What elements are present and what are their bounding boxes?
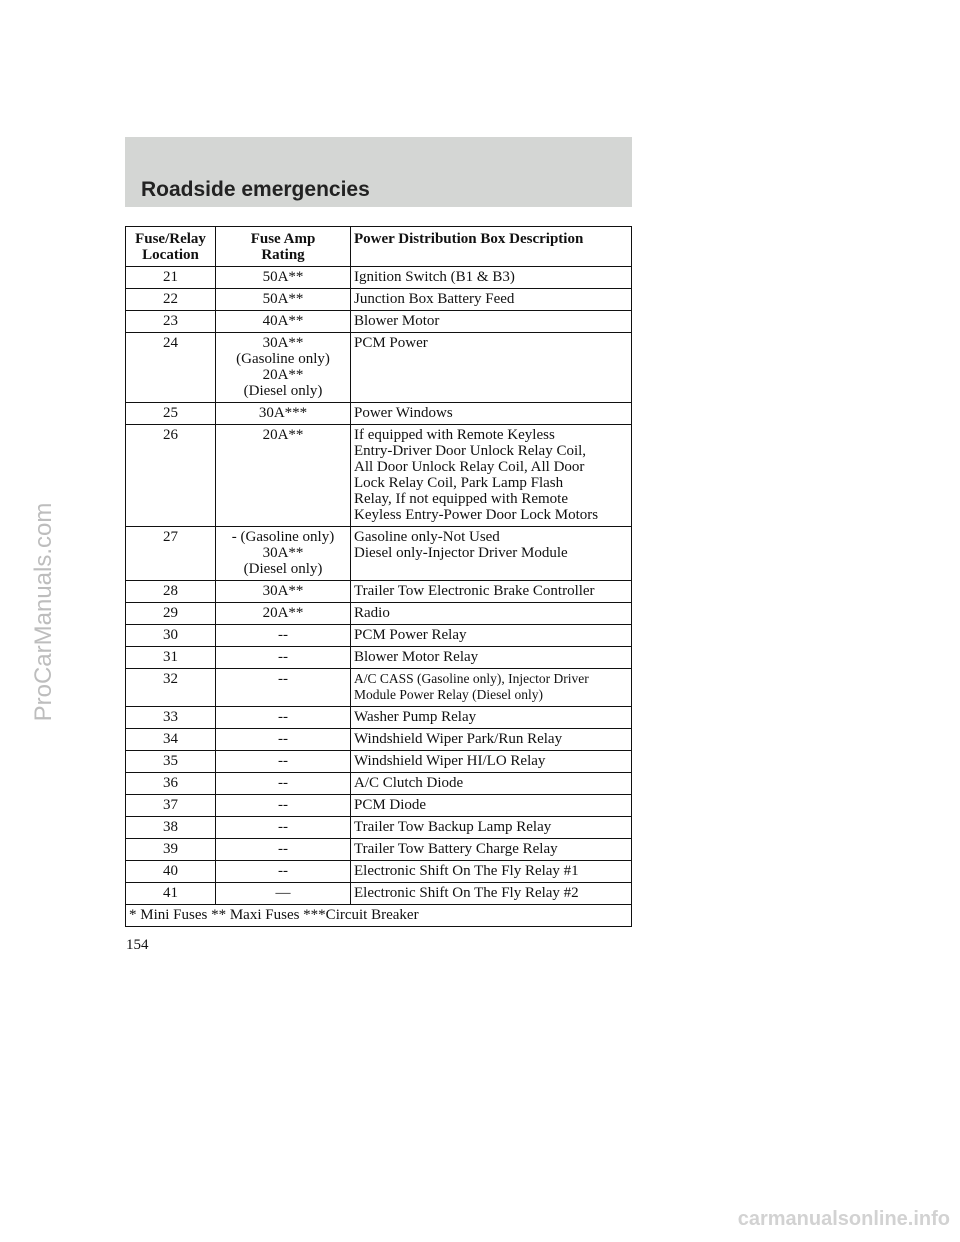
- cell-location: 31: [126, 647, 216, 669]
- cell-description: Blower Motor: [351, 311, 632, 333]
- cell-location: 37: [126, 795, 216, 817]
- table-row: [126, 311, 632, 333]
- cell-location: 21: [126, 267, 216, 289]
- cell-description: If equipped with Remote Keyless Entry-Driver Door Unlock Relay Coil, All Door Unlock Relay Coil, All Door Lock Relay Coil, Park Lamp Flash Relay, If not equipped with Remote Keyless Entry-Power Door Lock Motors: [351, 425, 632, 527]
- cell-location: 35: [126, 751, 216, 773]
- cell-description: Trailer Tow Battery Charge Relay: [351, 839, 632, 861]
- cell-description: PCM Power Relay: [351, 625, 632, 647]
- cell-rating: --: [216, 707, 351, 729]
- table-row: [126, 403, 632, 425]
- page-number: 154: [126, 937, 149, 953]
- table-row: [126, 839, 632, 861]
- cell-rating: 50A**: [216, 267, 351, 289]
- table-row: [126, 581, 632, 603]
- cell-rating: 50A**: [216, 289, 351, 311]
- cell-rating: --: [216, 795, 351, 817]
- cell-description: A/C Clutch Diode: [351, 773, 632, 795]
- cell-rating: 30A**: [216, 581, 351, 603]
- table-body: [126, 267, 632, 905]
- cell-location: 29: [126, 603, 216, 625]
- cell-rating: --: [216, 751, 351, 773]
- cell-location: 22: [126, 289, 216, 311]
- table-row: [126, 729, 632, 751]
- cell-rating: --: [216, 773, 351, 795]
- cell-rating: --: [216, 625, 351, 647]
- table-row: [126, 883, 632, 905]
- cell-location: 28: [126, 581, 216, 603]
- cell-location: 38: [126, 817, 216, 839]
- cell-description: Electronic Shift On The Fly Relay #1: [351, 861, 632, 883]
- cell-description: PCM Diode: [351, 795, 632, 817]
- cell-description: Blower Motor Relay: [351, 647, 632, 669]
- cell-description: Windshield Wiper HI/LO Relay: [351, 751, 632, 773]
- bottom-watermark: carmanualsonline.info: [737, 1208, 950, 1230]
- cell-rating: 20A**: [216, 425, 351, 527]
- table-row: [126, 289, 632, 311]
- cell-location: 24: [126, 333, 216, 403]
- cell-location: 41: [126, 883, 216, 905]
- table-row: [126, 333, 632, 403]
- cell-location: 30: [126, 625, 216, 647]
- cell-rating: 40A**: [216, 311, 351, 333]
- cell-location: 27: [126, 527, 216, 581]
- table-row: [126, 669, 632, 707]
- table-row: [126, 751, 632, 773]
- section-header-band: [125, 137, 632, 207]
- cell-location: 26: [126, 425, 216, 527]
- cell-rating: --: [216, 647, 351, 669]
- cell-rating: 20A**: [216, 603, 351, 625]
- table-row: [126, 625, 632, 647]
- table-row: [126, 425, 632, 527]
- cell-description: Washer Pump Relay: [351, 707, 632, 729]
- cell-description: Trailer Tow Backup Lamp Relay: [351, 817, 632, 839]
- table-row: [126, 861, 632, 883]
- cell-description: Trailer Tow Electronic Brake Controller: [351, 581, 632, 603]
- cell-description: PCM Power: [351, 333, 632, 403]
- header-rating: Fuse Amp Rating: [216, 227, 351, 267]
- cell-description: Gasoline only-Not Used Diesel only-Injector Driver Module: [351, 527, 632, 581]
- cell-location: 34: [126, 729, 216, 751]
- cell-description: Radio: [351, 603, 632, 625]
- footnote: * Mini Fuses ** Maxi Fuses ***Circuit Breaker: [126, 905, 632, 927]
- cell-location: 23: [126, 311, 216, 333]
- cell-location: 32: [126, 669, 216, 707]
- cell-description: Electronic Shift On The Fly Relay #2: [351, 883, 632, 905]
- cell-rating: --: [216, 729, 351, 751]
- cell-description: Ignition Switch (B1 & B3): [351, 267, 632, 289]
- fuse-table: [125, 226, 632, 927]
- cell-rating: 30A** (Gasoline only) 20A** (Diesel only): [216, 333, 351, 403]
- cell-rating: --: [216, 669, 351, 707]
- table-row: [126, 267, 632, 289]
- cell-rating: --: [216, 817, 351, 839]
- section-title: Roadside emergencies: [141, 178, 370, 201]
- cell-location: 40: [126, 861, 216, 883]
- table-row: [126, 603, 632, 625]
- table-row: [126, 817, 632, 839]
- cell-rating: - (Gasoline only) 30A** (Diesel only): [216, 527, 351, 581]
- table-row: [126, 773, 632, 795]
- table-row: [126, 527, 632, 581]
- header-description: Power Distribution Box Description: [351, 227, 632, 267]
- cell-location: 33: [126, 707, 216, 729]
- table-row: [126, 707, 632, 729]
- cell-location: 39: [126, 839, 216, 861]
- cell-description: A/C CASS (Gasoline only), Injector Driver Module Power Relay (Diesel only): [351, 669, 632, 707]
- cell-rating: 30A***: [216, 403, 351, 425]
- cell-location: 25: [126, 403, 216, 425]
- cell-description: Windshield Wiper Park/Run Relay: [351, 729, 632, 751]
- cell-rating: --: [216, 861, 351, 883]
- table-row: [126, 647, 632, 669]
- table-row: [126, 795, 632, 817]
- footnote-row: [126, 905, 632, 927]
- side-watermark: ProCarManuals.com: [30, 502, 57, 722]
- cell-description: Power Windows: [351, 403, 632, 425]
- cell-location: 36: [126, 773, 216, 795]
- header-location: Fuse/Relay Location: [126, 227, 216, 267]
- table-header-row: [126, 227, 632, 267]
- cell-description: Junction Box Battery Feed: [351, 289, 632, 311]
- cell-rating: —: [216, 883, 351, 905]
- cell-rating: --: [216, 839, 351, 861]
